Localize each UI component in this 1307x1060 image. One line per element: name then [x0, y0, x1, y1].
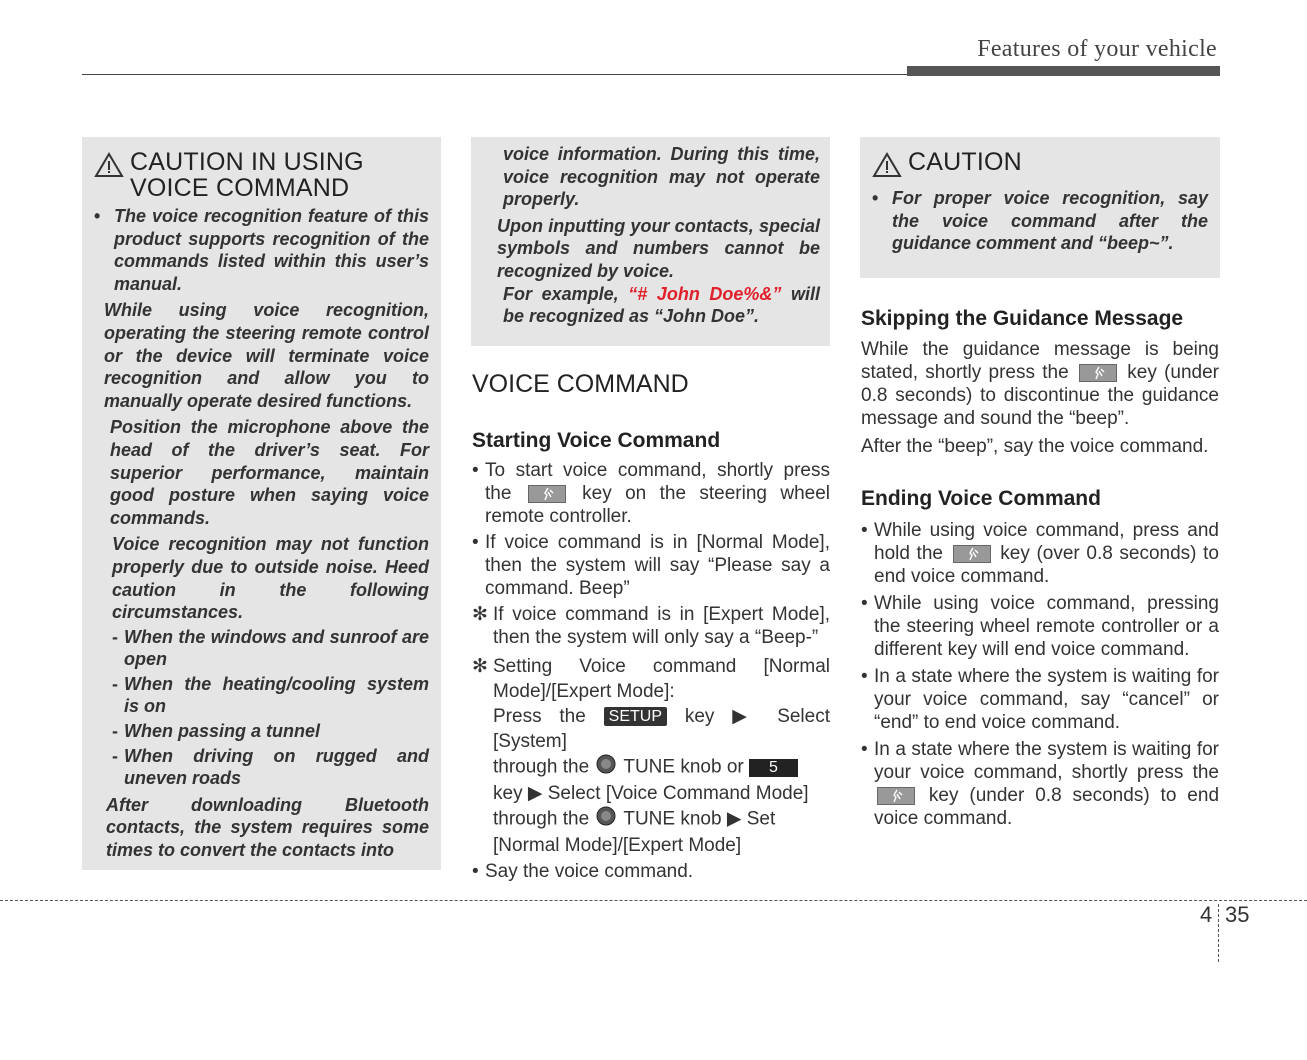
- start-note2: Setting Voice command [Normal Mode]/[Expert Mode]:: [493, 656, 830, 702]
- skip-heading: Skipping the Guidance Message: [861, 307, 1184, 330]
- example-text: [491, 283, 820, 328]
- caution-para-1: While using voice recognition, operating the steering remote control or the device will terminate voice recognition and allow you to manually operate desired functions.: [104, 300, 429, 411]
- key-select-system: key ▶ Select [System]: [493, 706, 830, 752]
- chapter-number: 4: [1200, 902, 1213, 927]
- five-key: 5: [749, 759, 798, 777]
- caution-para-4: After downloading Bluetooth contacts, the system requires some times to convert the contacts into: [106, 794, 429, 861]
- start-b2: If voice command is in [Normal Mode], then the system will say “Please say a command. Beep”: [485, 532, 830, 599]
- caution-para-3: Voice recognition may not function properly due to outside noise. Heed caution in the following circumstances.: [112, 534, 429, 623]
- header-bar: [907, 66, 1220, 76]
- setup-key: SETUP: [604, 707, 667, 726]
- modes: [Normal Mode]/[Expert Mode]: [493, 835, 742, 856]
- end-b2: While using voice command, pressing the steering wheel remote controller or a different key will end voice command.: [874, 593, 1219, 660]
- warning-triangle-icon: [94, 152, 124, 201]
- bullet-mark: •: [94, 206, 101, 226]
- end-b1-pre: While using voice command, press and hold the: [874, 520, 1219, 564]
- voice-key-icon: [528, 485, 566, 503]
- skip-p2: After the “beep”, say the voice command.: [861, 436, 1209, 457]
- tune-knob-set: TUNE knob ▶ Set: [623, 808, 776, 830]
- footer-divider: [0, 900, 1307, 901]
- tune-knob-icon: [596, 754, 616, 781]
- contacts-para: Upon inputting your contacts, special symbols and numbers cannot be recognized by voice.: [497, 215, 820, 281]
- skip-p1-post: key (under 0.8 seconds) to discontinue the guidance message and sound the “beep”.: [861, 362, 1220, 429]
- note-mark: ✻: [472, 604, 488, 625]
- caution-box-voice-command: CAUTION IN USING VOICE COMMAND • The voice recognition feature of this product supports recognition of the commands listed within this user’s manual. While using voice recognition, operating the steering remote control or the device will terminate voice recognition and allow you to manually operate desired functions. Position the microphone above the head of the driver’s seat. For superior performance, maintain good posture when saying voice commands. Voice recognition may not function properly due to outside noise. Heed caution in the following circumstances. - When the windows and sunroof are open - When the heating/cooling system is on - When passing a tunnel - When driving on rugged and uneven roads After downloading Bluetooth contacts, the system requires some times to convert the contacts into: [82, 137, 441, 870]
- end-heading: Ending Voice Command: [861, 487, 1101, 510]
- skip-body: [861, 338, 1219, 458]
- caution-title-line1: CAUTION IN USING: [130, 148, 364, 176]
- caution-title: CAUTION: [908, 148, 1022, 176]
- caution-bullet: The voice recognition feature of this product supports recognition of the commands listed within this user’s manual.: [114, 206, 429, 294]
- example-red: “# John Doe%&”: [628, 283, 782, 304]
- dash-item: When the windows and sunroof are open: [124, 626, 429, 670]
- starting-voice-command-heading: Starting Voice Command: [472, 429, 721, 452]
- example-prefix: For example,: [503, 283, 629, 304]
- end-body: • While using voice command, press and hold the key (over 0.8 seconds) to end voice command. • While using voice command, pressing the steering wheel remote controller or a different key will end voice command. • In a state where the system is waiting for your voice command, say “cancel” or “end” to end voice command. • In a state where the system is waiting for your voice command, shortly press the key (under 0.8 seconds) to end voice command.: [861, 520, 1220, 829]
- end-b4-post: key (under 0.8 seconds) to end voice command.: [874, 785, 1220, 829]
- tune-knob-or: TUNE knob or: [623, 756, 744, 778]
- through-the: through the: [493, 756, 590, 778]
- header-title: Features of your vehicle: [977, 36, 1217, 62]
- end-b1-post: key (over 0.8 seconds) to end voice command.: [874, 543, 1219, 587]
- page-number: 35: [1225, 902, 1250, 927]
- voice-key-icon: [877, 787, 915, 805]
- start-note1: If voice command is in [Expert Mode], then the system will only say a “Beep-”: [493, 604, 830, 648]
- dash-item: When driving on rugged and uneven roads: [124, 745, 429, 789]
- note-mark: ✻: [472, 656, 488, 677]
- caution-box-right: CAUTION • For proper voice recognition, say the voice command after the guidance comment and “beep~”.: [860, 137, 1220, 278]
- start-b1-pre: To start voice command, shortly press the: [485, 460, 830, 504]
- through-the: through the: [493, 808, 590, 830]
- voice-key-icon: [1079, 364, 1117, 382]
- press-the: Press the: [493, 706, 586, 727]
- caution-para-2: Position the microphone above the head of the driver’s seat. For superior performance, maintain good posture when saying voice commands.: [110, 417, 429, 528]
- page-number-divider: [1218, 904, 1219, 962]
- dash-item: When the heating/cooling system is on: [124, 673, 429, 717]
- caution-box-continued: [471, 137, 830, 346]
- example-suffix: will be recognized as “John Doe”.: [503, 283, 820, 327]
- caution-right-bullet: For proper voice recognition, say the voice command after the guidance comment and “beep~”.: [892, 188, 1208, 254]
- skip-p1-pre: While the guidance message is being stated, shortly press the: [861, 339, 1219, 383]
- voice-command-heading: VOICE COMMAND: [472, 370, 689, 398]
- continued-text: voice information. During this time, voice recognition may not operate properly.: [503, 144, 820, 210]
- end-b3: In a state where the system is waiting for your voice command, say “cancel” or “end” to end voice command.: [874, 666, 1219, 733]
- start-b1-post: key on the steering wheel remote controller.: [485, 483, 831, 527]
- caution-title-line2: VOICE COMMAND: [130, 174, 350, 202]
- end-b4-pre: In a state where the system is waiting for your voice command, shortly press the: [874, 739, 1219, 783]
- start-b3: Say the voice command.: [485, 861, 694, 882]
- tune-knob-icon: [596, 806, 616, 833]
- voice-key-icon: [953, 545, 991, 563]
- key-select-vcm: key ▶ Select [Voice Command Mode]: [493, 783, 809, 804]
- dash-item: When passing a tunnel: [124, 721, 321, 742]
- warning-triangle-icon: [872, 152, 902, 183]
- starting-voice-command-body: • To start voice command, shortly press the key on the steering wheel remote controller. • If voice command is in [Normal Mode], then the system will say “Please say a command. Beep” ✻ If voice command is in [Expert Mode], then the system will only say a “Beep-” ✻ Setting Voice command [Normal Mode]/[Expert Mode]: Press the SETUP key ▶ Select [System] through the TUNE knob or 5 key ▶ Select [Voice Command Mode] through the TUNE knob ▶ Set [Normal Mode]/[Expert Mode] • Say the voice command.: [472, 460, 831, 882]
